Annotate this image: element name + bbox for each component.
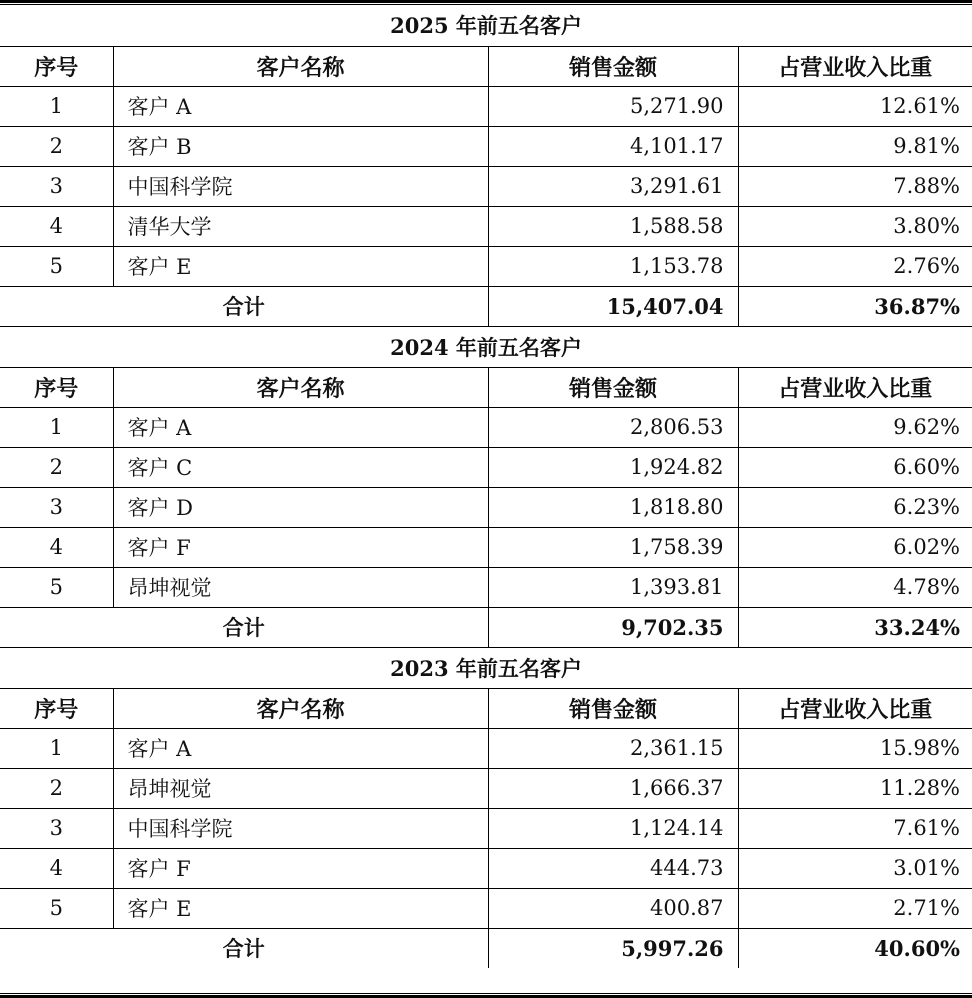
revenue-ratio: 9.81% — [738, 126, 972, 166]
header-revenue-ratio: 占营业收入比重 — [738, 688, 972, 728]
header-sales-amount: 销售金额 — [488, 46, 738, 86]
revenue-ratio: 9.62% — [738, 407, 972, 447]
header-index: 序号 — [0, 46, 113, 86]
total-revenue-ratio: 33.24% — [738, 607, 972, 647]
revenue-ratio: 12.61% — [738, 86, 972, 126]
table-body — [0, 5, 972, 968]
sales-amount: 2,361.15 — [488, 728, 738, 768]
customer-name: 客户 E — [113, 246, 488, 286]
header-revenue-ratio: 占营业收入比重 — [738, 367, 972, 407]
revenue-ratio: 3.80% — [738, 206, 972, 246]
header-revenue-ratio: 占营业收入比重 — [738, 46, 972, 86]
customer-name: 客户 F — [113, 527, 488, 567]
section-title: 2024 年前五名客户 — [0, 326, 972, 367]
sales-amount: 1,666.37 — [488, 768, 738, 808]
table-row — [0, 246, 972, 286]
header-row — [0, 46, 972, 86]
row-index: 1 — [0, 86, 113, 126]
customer-name: 客户 A — [113, 86, 488, 126]
section-title-row — [0, 647, 972, 688]
section-title-row — [0, 5, 972, 46]
table-row — [0, 487, 972, 527]
header-customer-name: 客户名称 — [113, 46, 488, 86]
table-row — [0, 768, 972, 808]
table-row — [0, 407, 972, 447]
table-row — [0, 206, 972, 246]
revenue-ratio: 6.02% — [738, 527, 972, 567]
sales-amount: 1,758.39 — [488, 527, 738, 567]
total-revenue-ratio: 36.87% — [738, 286, 972, 326]
sales-amount: 5,271.90 — [488, 86, 738, 126]
total-sales-amount: 9,702.35 — [488, 607, 738, 647]
row-index: 4 — [0, 848, 113, 888]
header-customer-name: 客户名称 — [113, 367, 488, 407]
total-revenue-ratio: 40.60% — [738, 928, 972, 968]
sales-amount: 444.73 — [488, 848, 738, 888]
header-index: 序号 — [0, 367, 113, 407]
sales-amount: 1,818.80 — [488, 487, 738, 527]
header-row — [0, 367, 972, 407]
row-index: 3 — [0, 808, 113, 848]
sales-amount: 4,101.17 — [488, 126, 738, 166]
table-row — [0, 527, 972, 567]
sales-amount: 1,124.14 — [488, 808, 738, 848]
customer-name: 中国科学院 — [113, 166, 488, 206]
revenue-ratio: 15.98% — [738, 728, 972, 768]
total-label: 合计 — [0, 928, 488, 968]
revenue-ratio: 2.76% — [738, 246, 972, 286]
revenue-ratio: 4.78% — [738, 567, 972, 607]
customer-name: 客户 A — [113, 407, 488, 447]
revenue-ratio: 6.60% — [738, 447, 972, 487]
header-sales-amount: 销售金额 — [488, 367, 738, 407]
customer-name: 客户 D — [113, 487, 488, 527]
table-row — [0, 808, 972, 848]
sales-amount: 1,393.81 — [488, 567, 738, 607]
total-label: 合计 — [0, 286, 488, 326]
customer-name: 昂坤视觉 — [113, 567, 488, 607]
row-index: 1 — [0, 728, 113, 768]
bottom-double-rule — [0, 993, 972, 998]
table-row — [0, 166, 972, 206]
row-index: 3 — [0, 166, 113, 206]
total-sales-amount: 5,997.26 — [488, 928, 738, 968]
row-index: 4 — [0, 527, 113, 567]
customer-name: 昂坤视觉 — [113, 768, 488, 808]
row-index: 1 — [0, 407, 113, 447]
table-row — [0, 567, 972, 607]
header-sales-amount: 销售金额 — [488, 688, 738, 728]
customer-name: 客户 A — [113, 728, 488, 768]
customer-name: 客户 F — [113, 848, 488, 888]
row-index: 2 — [0, 768, 113, 808]
total-sales-amount: 15,407.04 — [488, 286, 738, 326]
row-index: 5 — [0, 567, 113, 607]
row-index: 5 — [0, 888, 113, 928]
row-index: 3 — [0, 487, 113, 527]
table-row — [0, 86, 972, 126]
row-index: 4 — [0, 206, 113, 246]
header-row — [0, 688, 972, 728]
row-index: 2 — [0, 126, 113, 166]
total-row — [0, 286, 972, 326]
header-index: 序号 — [0, 688, 113, 728]
sales-amount: 1,153.78 — [488, 246, 738, 286]
customer-name: 清华大学 — [113, 206, 488, 246]
section-title-row — [0, 326, 972, 367]
revenue-ratio: 2.71% — [738, 888, 972, 928]
customer-name: 客户 E — [113, 888, 488, 928]
revenue-ratio: 3.01% — [738, 848, 972, 888]
header-customer-name: 客户名称 — [113, 688, 488, 728]
total-row — [0, 607, 972, 647]
revenue-ratio: 11.28% — [738, 768, 972, 808]
customer-name: 客户 C — [113, 447, 488, 487]
customer-name: 中国科学院 — [113, 808, 488, 848]
sales-amount: 1,924.82 — [488, 447, 738, 487]
section-title: 2025 年前五名客户 — [0, 5, 972, 46]
sales-amount: 1,588.58 — [488, 206, 738, 246]
table-row — [0, 126, 972, 166]
top-five-customers-table — [0, 5, 972, 968]
section-title: 2023 年前五名客户 — [0, 647, 972, 688]
table-row — [0, 728, 972, 768]
row-index: 5 — [0, 246, 113, 286]
row-index: 2 — [0, 447, 113, 487]
top-double-rule — [0, 0, 972, 5]
sales-amount: 400.87 — [488, 888, 738, 928]
customer-name: 客户 B — [113, 126, 488, 166]
table-row — [0, 848, 972, 888]
revenue-ratio: 6.23% — [738, 487, 972, 527]
table-row — [0, 447, 972, 487]
table-row — [0, 888, 972, 928]
revenue-ratio: 7.88% — [738, 166, 972, 206]
total-label: 合计 — [0, 607, 488, 647]
sales-amount: 2,806.53 — [488, 407, 738, 447]
revenue-ratio: 7.61% — [738, 808, 972, 848]
total-row — [0, 928, 972, 968]
sales-amount: 3,291.61 — [488, 166, 738, 206]
